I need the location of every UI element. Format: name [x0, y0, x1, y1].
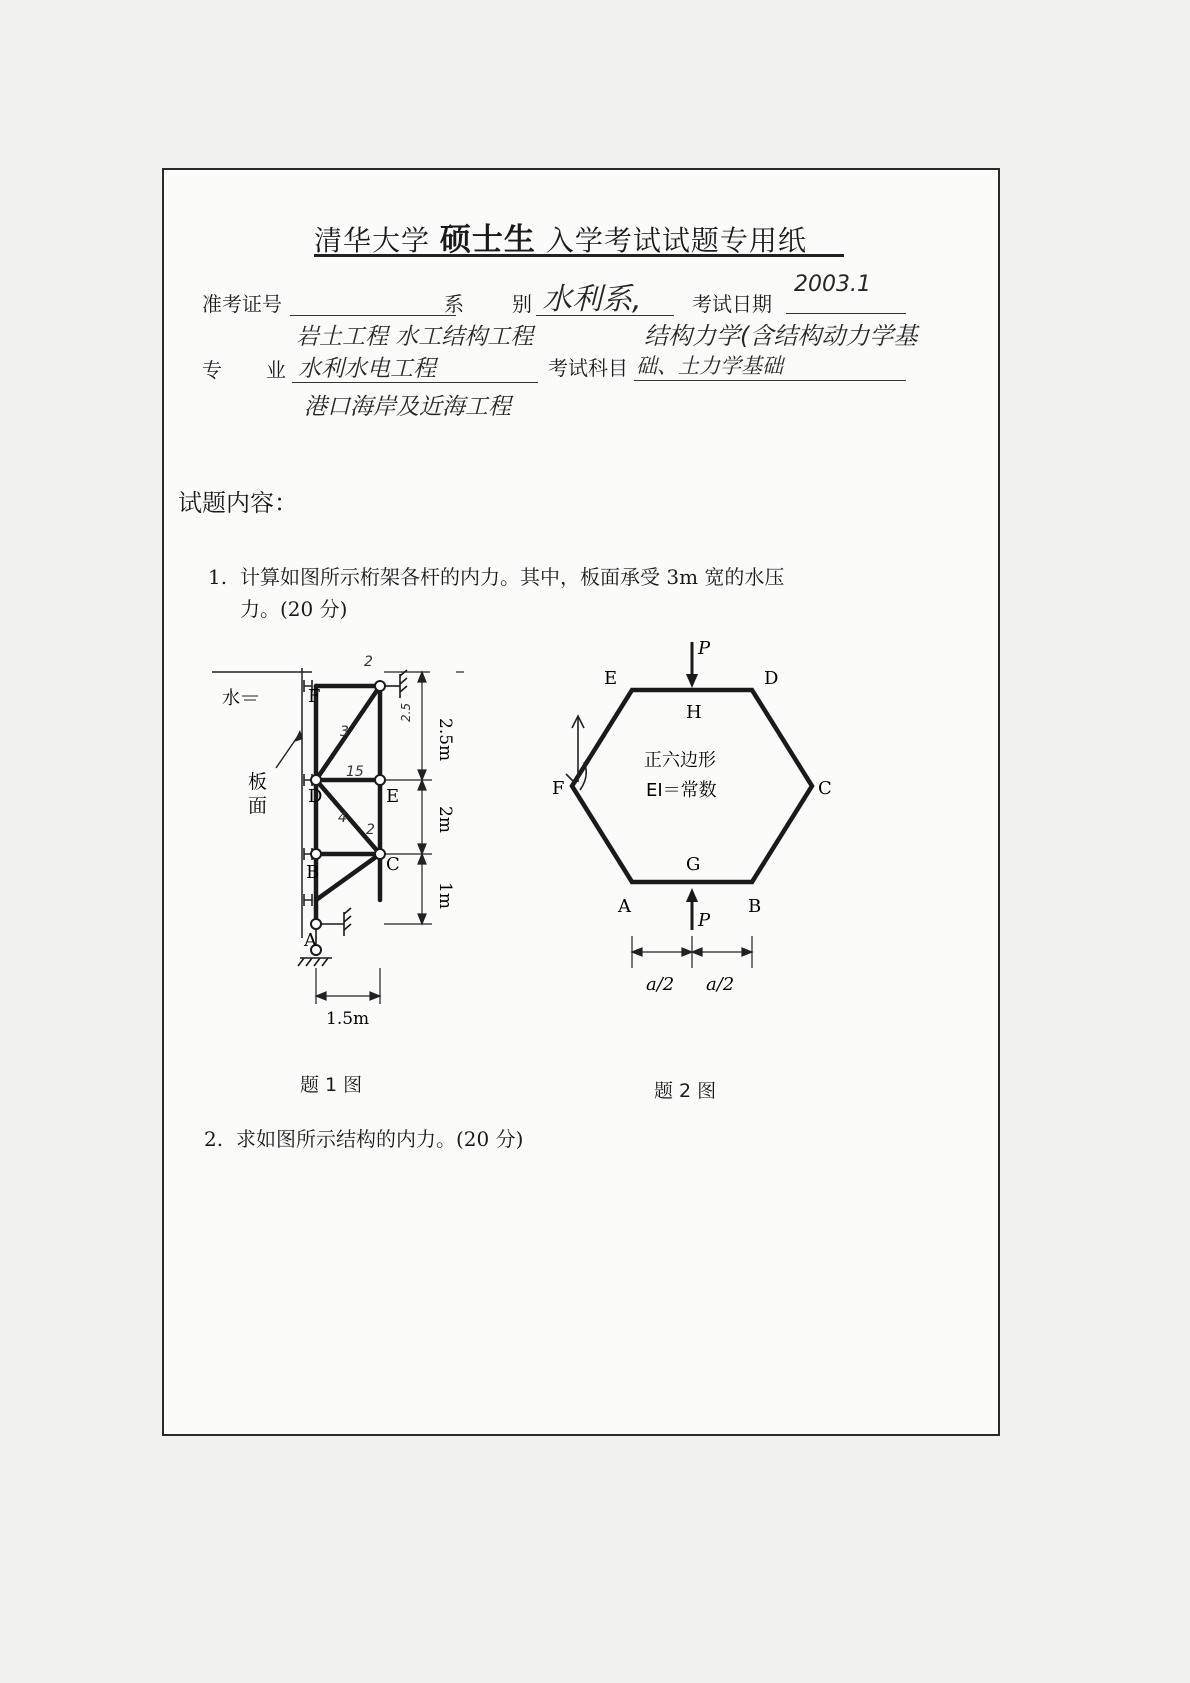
node-label-F: F [308, 686, 321, 707]
dept-label-2: 别 [512, 292, 532, 316]
exam-id-label: 准考证号 [202, 292, 282, 316]
title-underline [314, 254, 844, 257]
dim-label-1m: 1m [435, 882, 455, 909]
bottom-load-label: P [698, 910, 711, 931]
svg-text:2: 2 [364, 654, 373, 670]
figure-1-truss [204, 638, 464, 1058]
paper-type: 入学考试试题专用纸 [545, 224, 807, 257]
node-label-E: E [386, 786, 400, 807]
bottom-load-arrow [686, 888, 698, 902]
major-label-1: 专 [202, 358, 222, 382]
degree-level: 硕士生 [439, 222, 536, 258]
subject-label: 考试科目 [548, 356, 628, 380]
hexagon-dimensions [632, 936, 752, 968]
subject-handwriting-1: 结构力学(含结构动力学基 [644, 322, 918, 350]
major-handwriting-1: 岩土工程 水工结构工程 [296, 324, 534, 350]
plate-label-1: 板 [248, 771, 268, 793]
dim-label-2m: 2m [435, 806, 455, 833]
dim-label-2-5m: 2.5m [435, 718, 455, 762]
svg-text:15: 15 [346, 764, 364, 780]
dim-label-a-half-left: a/2 [646, 974, 675, 995]
date-value: 2003.1 [794, 272, 871, 297]
question-1-line-2: 力。(20 分) [240, 597, 348, 621]
exam-id-line [290, 315, 456, 316]
dim-label-1-5m: 1.5m [326, 1009, 370, 1029]
major-label-2: 业 [266, 358, 286, 382]
node-label-G: G [686, 854, 701, 875]
content-heading: 试题内容： [178, 489, 298, 517]
truss-members [316, 686, 380, 924]
date-label: 考试日期 [692, 292, 772, 316]
hexagon-type-label: 正六边形 [644, 750, 716, 771]
question-2-number: 2. [204, 1127, 224, 1151]
node-label-A: A [618, 896, 631, 917]
sheet-title [314, 214, 807, 259]
question-1-line-1: 计算如图所示桁架各杆的内力。其中，板面承受 3m 宽的水压 [240, 565, 785, 589]
node-label-E: E [604, 668, 618, 689]
subject-line [634, 380, 906, 381]
node-label-F: F [552, 778, 565, 799]
node-label-H: H [686, 702, 702, 723]
svg-text:4: 4 [338, 810, 347, 826]
exam-sheet [162, 168, 1000, 1436]
major-handwriting-2: 水利水电工程 [298, 356, 436, 382]
node-label-B: B [306, 862, 320, 883]
node-label-C: C [386, 854, 400, 875]
svg-text:3: 3 [340, 724, 349, 740]
top-load-arrow [686, 674, 698, 688]
water-label: 水 [222, 688, 240, 709]
top-load-label: P [698, 638, 711, 659]
dept-label-1: 系 [444, 292, 464, 316]
plate-label-2: 面 [248, 795, 268, 817]
node-label-A: A [304, 930, 317, 951]
date-line [786, 313, 906, 314]
node-label-B: B [748, 896, 762, 917]
subject-handwriting-2: 础、土力学基础 [636, 354, 783, 378]
svg-text:2: 2 [366, 822, 375, 838]
node-label-D: D [308, 786, 323, 807]
figure-2-caption: 题 2 图 [654, 1080, 717, 1102]
school-name: 清华大学 [314, 224, 431, 257]
horizontal-dimension [316, 968, 380, 1004]
svg-text:2.5: 2.5 [399, 702, 413, 722]
figure-2-hexagon [542, 634, 862, 1014]
question-2-line-1: 求如图所示结构的内力。(20 分) [236, 1127, 524, 1151]
question-1-number: 1. [208, 565, 228, 589]
major-line [292, 382, 538, 383]
node-label-C: C [818, 778, 832, 799]
node-label-D: D [764, 668, 779, 689]
dim-label-a-half-right: a/2 [706, 974, 735, 995]
major-handwriting-3: 港口海岸及近海工程 [304, 394, 511, 420]
ei-constant-label: EI＝常数 [646, 780, 717, 801]
figure-1-caption: 题 1 图 [300, 1074, 363, 1096]
dept-value: 水利系, [542, 282, 642, 317]
